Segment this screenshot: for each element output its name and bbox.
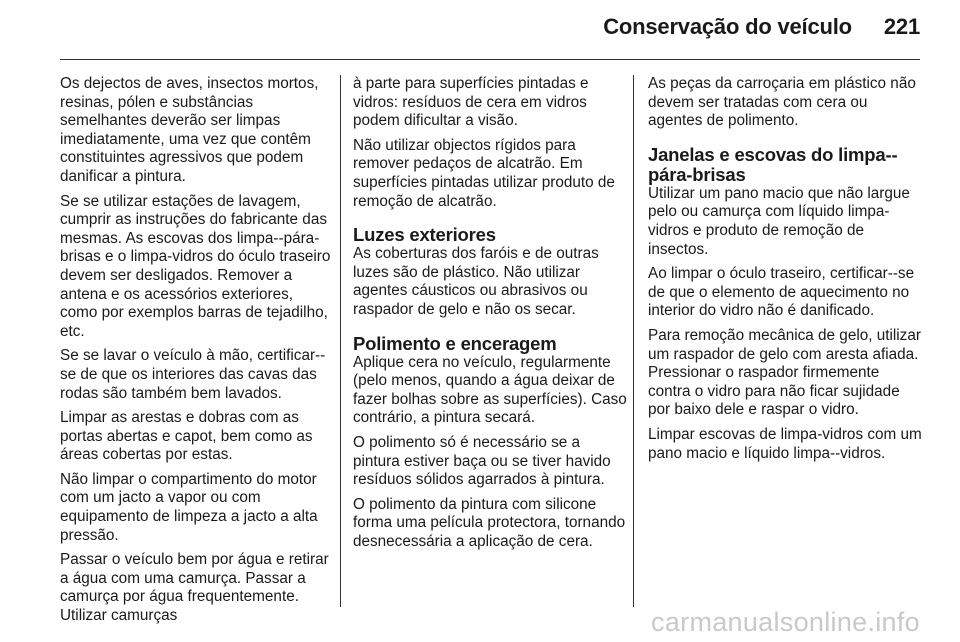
section-heading: Janelas e escovas do limpa--pára-brisas: [648, 143, 898, 185]
column-1: [60, 75, 340, 625]
paragraph: Utilizar um pano macio que não largue pelo ou camurça com líquido limpa-vidros e produto de remoção de insectos.: [648, 184, 910, 258]
page-header: [603, 14, 920, 40]
paragraph: As coberturas dos faróis e de outras luzes são de plástico. Não utilizar agentes cáusticos ou abrasivos ou raspador de gelo e não os secar.: [353, 245, 599, 318]
paragraph: Se se utilizar estações de lavagem, cumprir as instruções do fabricante das mesmas. As escovas dos limpa--pára-brisas e o limpa-vidros do óculo traseiro devem ser desligados. Remover a antena e os acessórios exteriores, como por exemplos barras de tejadilho, etc.: [60, 192, 331, 340]
page-number: 221: [883, 14, 920, 39]
watermark: carmanualsonline.info: [651, 607, 920, 637]
page-title: Conservação do veículo: [603, 14, 852, 39]
paragraph: à parte para superfícies pintadas e vidros: resíduos de cera em vidros podem dificultar a visão.: [353, 75, 589, 130]
paragraph: Não utilizar objectos rígidos para remover pedaços de alcatrão. Em superfícies pintadas utilizar produto de remoção de alcatrão.: [353, 136, 615, 210]
paragraph: Ao limpar o óculo traseiro, certificar--se de que o elemento de aquecimento no interior do vidro não é danificado.: [648, 265, 915, 320]
paragraph: O polimento da pintura com silicone forma uma película protectora, tornando desnecessária a aplicação de cera.: [353, 495, 626, 550]
header-divider: [60, 59, 920, 60]
paragraph: Para remoção mecânica de gelo, utilizar um raspador de gelo com aresta afiada. Pressionar o raspador firmemente contra o vidro para não ficar sujidade por baixo dele e raspar o vidro.: [648, 326, 921, 419]
paragraph: As peças da carroçaria em plástico não devem ser tratadas com cera ou agentes de polimento.: [648, 75, 916, 130]
paragraph: Aplique cera no veículo, regularmente (pelo menos, quando a água deixar de fazer bolhas sobre as superfícies). Caso contrário, a pintura secará.: [353, 353, 627, 427]
section-heading: Luzes exteriores: [353, 224, 496, 246]
paragraph: Não limpar o compartimento do motor com um jacto a vapor ou com equipamento de limpeza a jacto a alta pressão.: [60, 470, 318, 544]
paragraph: Passar o veículo bem por água e retirar a água com uma camurça. Passar a camurça por água frequentemente. Utilizar camurças: [60, 551, 329, 625]
paragraph: Os dejectos de aves, insectos mortos, resinas, pólen e substâncias semelhantes deverão ser limpas imediatamente, uma vez que contêm constituintes agressivos que podem danificar a pintura.: [60, 75, 319, 185]
section-heading: Polimento e enceragem: [353, 332, 557, 354]
paragraph: O polimento só é necessário se a pintura estiver baça ou se tiver havido resíduos sólidos agarrados à pintura.: [353, 433, 611, 489]
column-2: [340, 75, 633, 607]
paragraph: Limpar as arestas e dobras com as portas abertas e capot, bem como as áreas cobertas por estas.: [60, 409, 313, 464]
column-3: [633, 75, 922, 607]
paragraph: Limpar escovas de limpa-vidros com um pano macio e líquido limpa--vidros.: [648, 425, 922, 462]
paragraph: Se se lavar o veículo à mão, certificar--se de que os interiores das cavas das rodas são também bem lavados.: [60, 347, 326, 402]
